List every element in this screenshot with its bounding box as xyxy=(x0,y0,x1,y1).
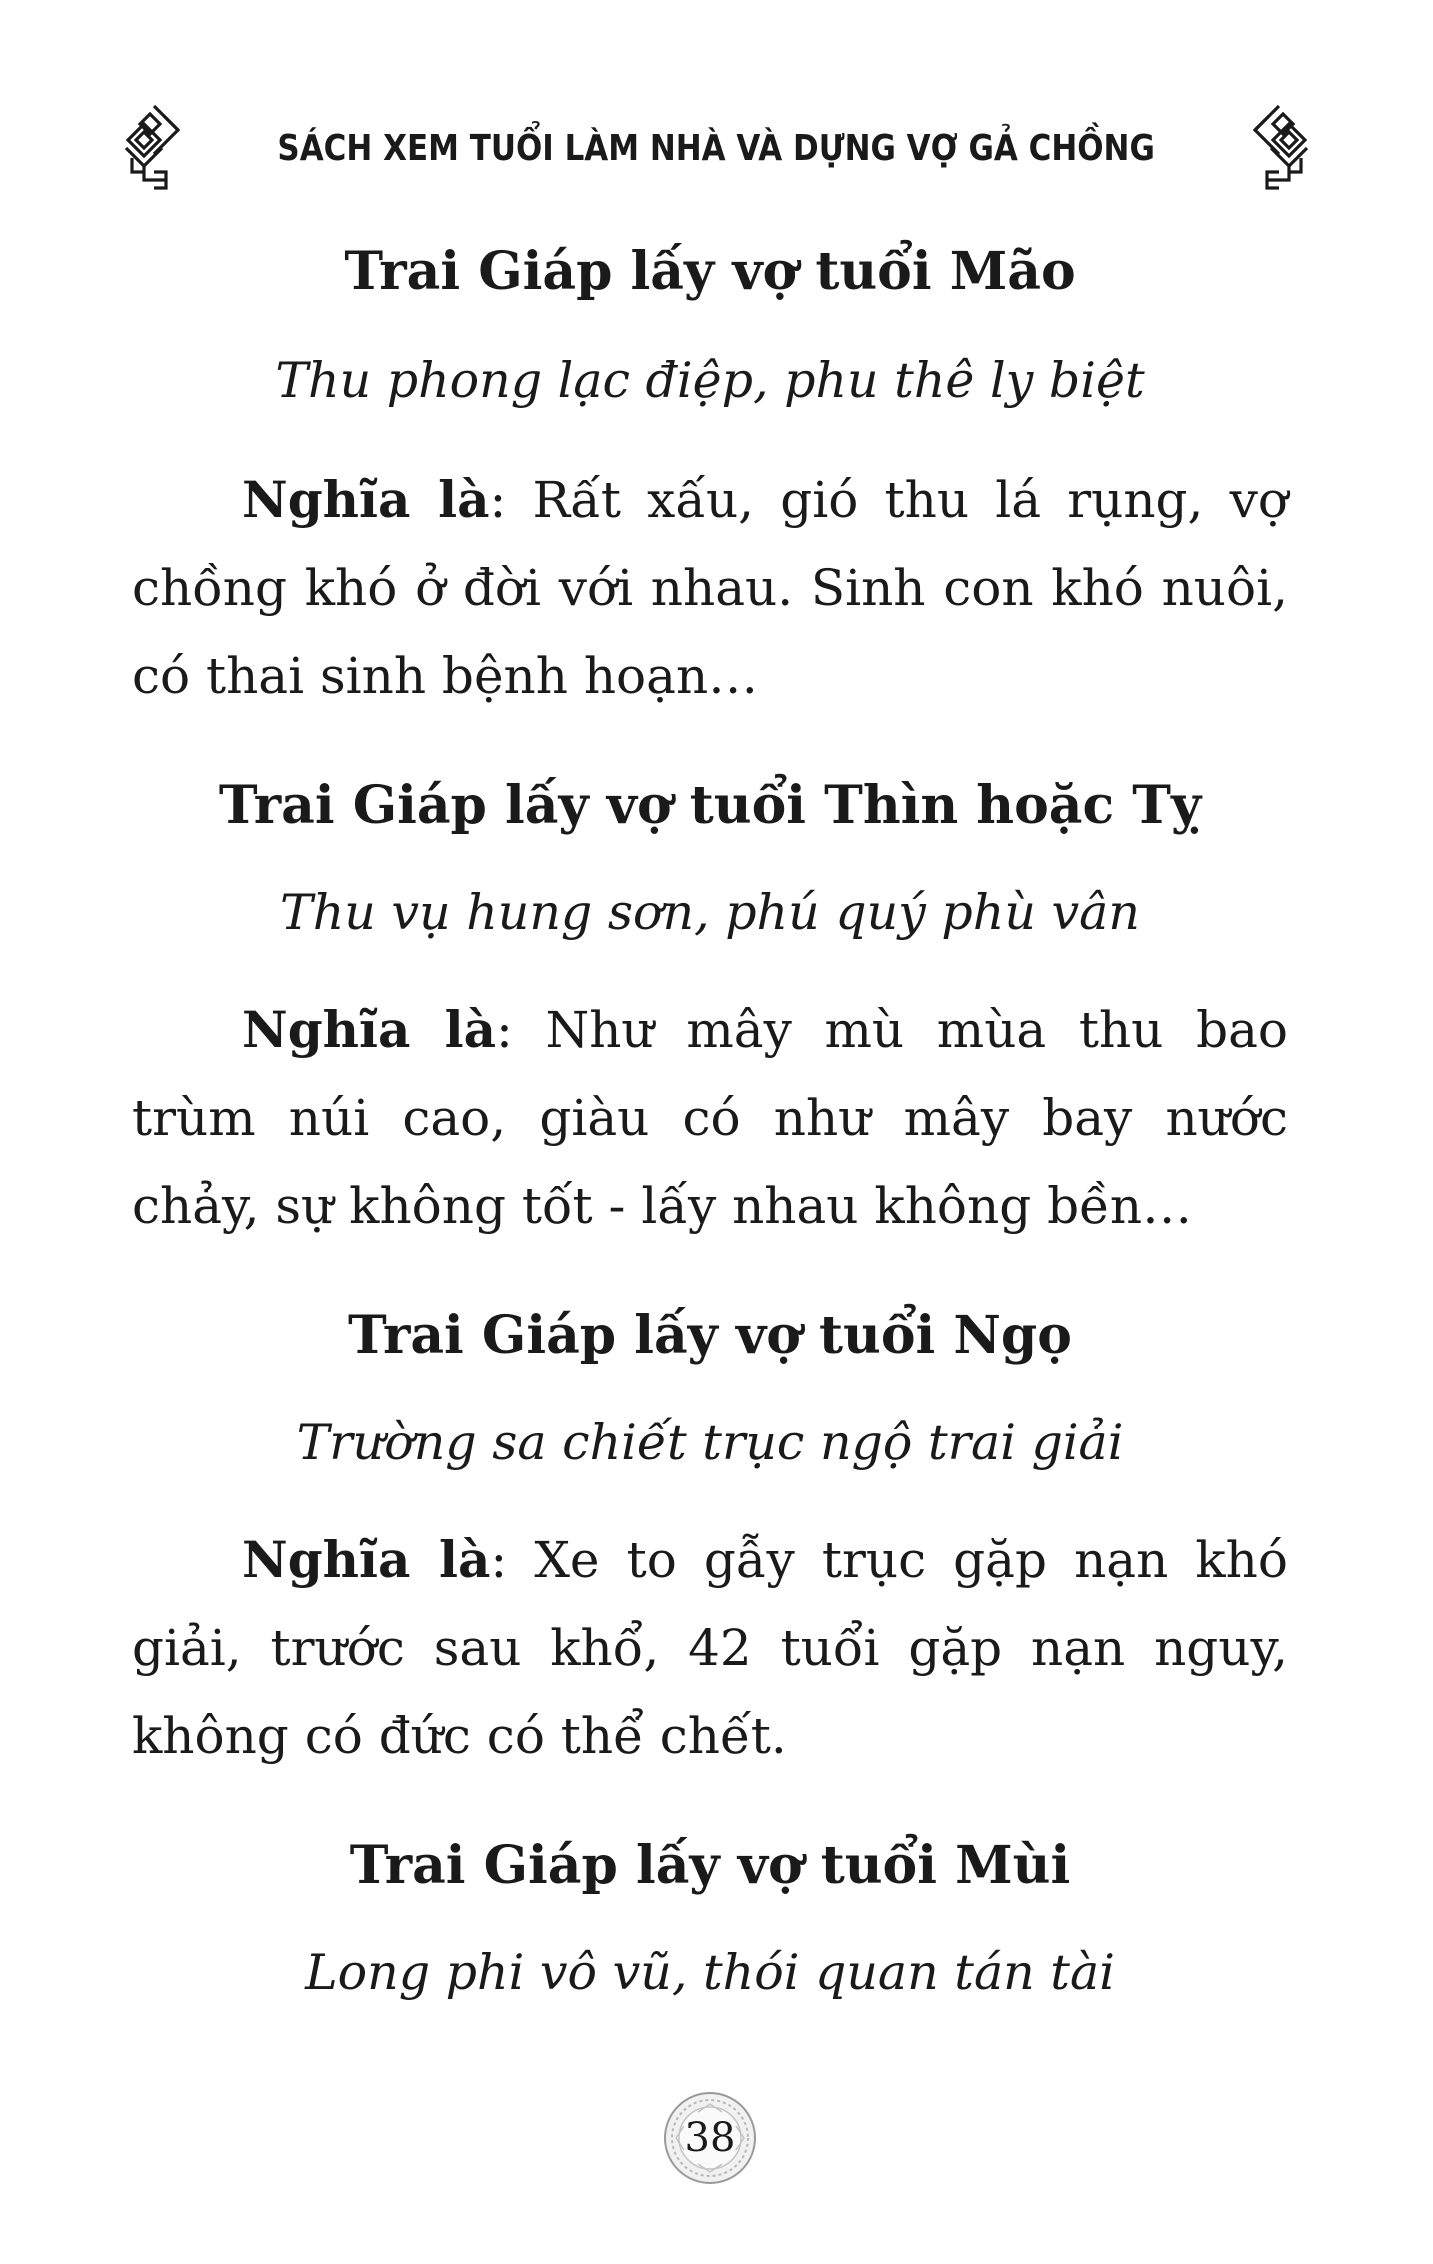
entry-heading-mao: Trai Giáp lấy vợ tuổi Mão xyxy=(344,241,1076,302)
meaning-label: Nghĩa là xyxy=(242,470,490,529)
entry-meaning-thin-ty xyxy=(132,986,1288,1250)
entry-meaning-mao xyxy=(132,456,1288,720)
entry-verse-mao: Thu phong lạc điệp, phu thê ly biệt xyxy=(275,352,1145,409)
meaning-text: : Như mây mù mùa thu bao trùm núi cao, giàu có như mây bay nước chảy, sự không tốt - lấy nhau không bền… xyxy=(132,1001,1288,1235)
entry-heading-mui: Trai Giáp lấy vợ tuổi Mùi xyxy=(349,1835,1071,1896)
running-header-title: SÁCH XEM TUỔI LÀM NHÀ VÀ DỰNG VỢ GẢ CHỒNG xyxy=(277,127,1156,169)
meaning-text: : Xe to gẫy trục gặp nạn khó giải, trước sau khổ, 42 tuổi gặp nạn nguy, không có đức có thể chết. xyxy=(132,1531,1288,1765)
entry-heading-ngo: Trai Giáp lấy vợ tuổi Ngọ xyxy=(348,1305,1072,1366)
entry-verse-mui: Long phi vô vũ, thói quan tán tài xyxy=(305,1944,1115,2001)
meaning-text: : Rất xấu, gió thu lá rụng, vợ chồng khó ở đời với nhau. Sinh con khó nuôi, có thai sinh bệnh hoạn… xyxy=(132,471,1288,705)
meaning-label: Nghĩa là xyxy=(242,1530,491,1589)
page-number: 38 xyxy=(684,2115,736,2161)
page-content xyxy=(132,232,1288,2006)
knot-ornament-right-icon xyxy=(1249,100,1313,196)
entry-meaning-ngo xyxy=(132,1516,1288,1780)
page-number-badge xyxy=(662,2090,758,2186)
meaning-label: Nghĩa là xyxy=(242,1000,496,1059)
entry-verse-ngo: Trường sa chiết trục ngộ trai giải xyxy=(296,1414,1124,1471)
entry-verse-thin-ty: Thu vụ hung sơn, phú quý phù vân xyxy=(280,884,1140,941)
entry-heading-thin-ty: Trai Giáp lấy vợ tuổi Thìn hoặc Tỵ xyxy=(218,775,1202,836)
knot-ornament-left-icon xyxy=(120,100,184,196)
running-header xyxy=(0,88,1433,208)
